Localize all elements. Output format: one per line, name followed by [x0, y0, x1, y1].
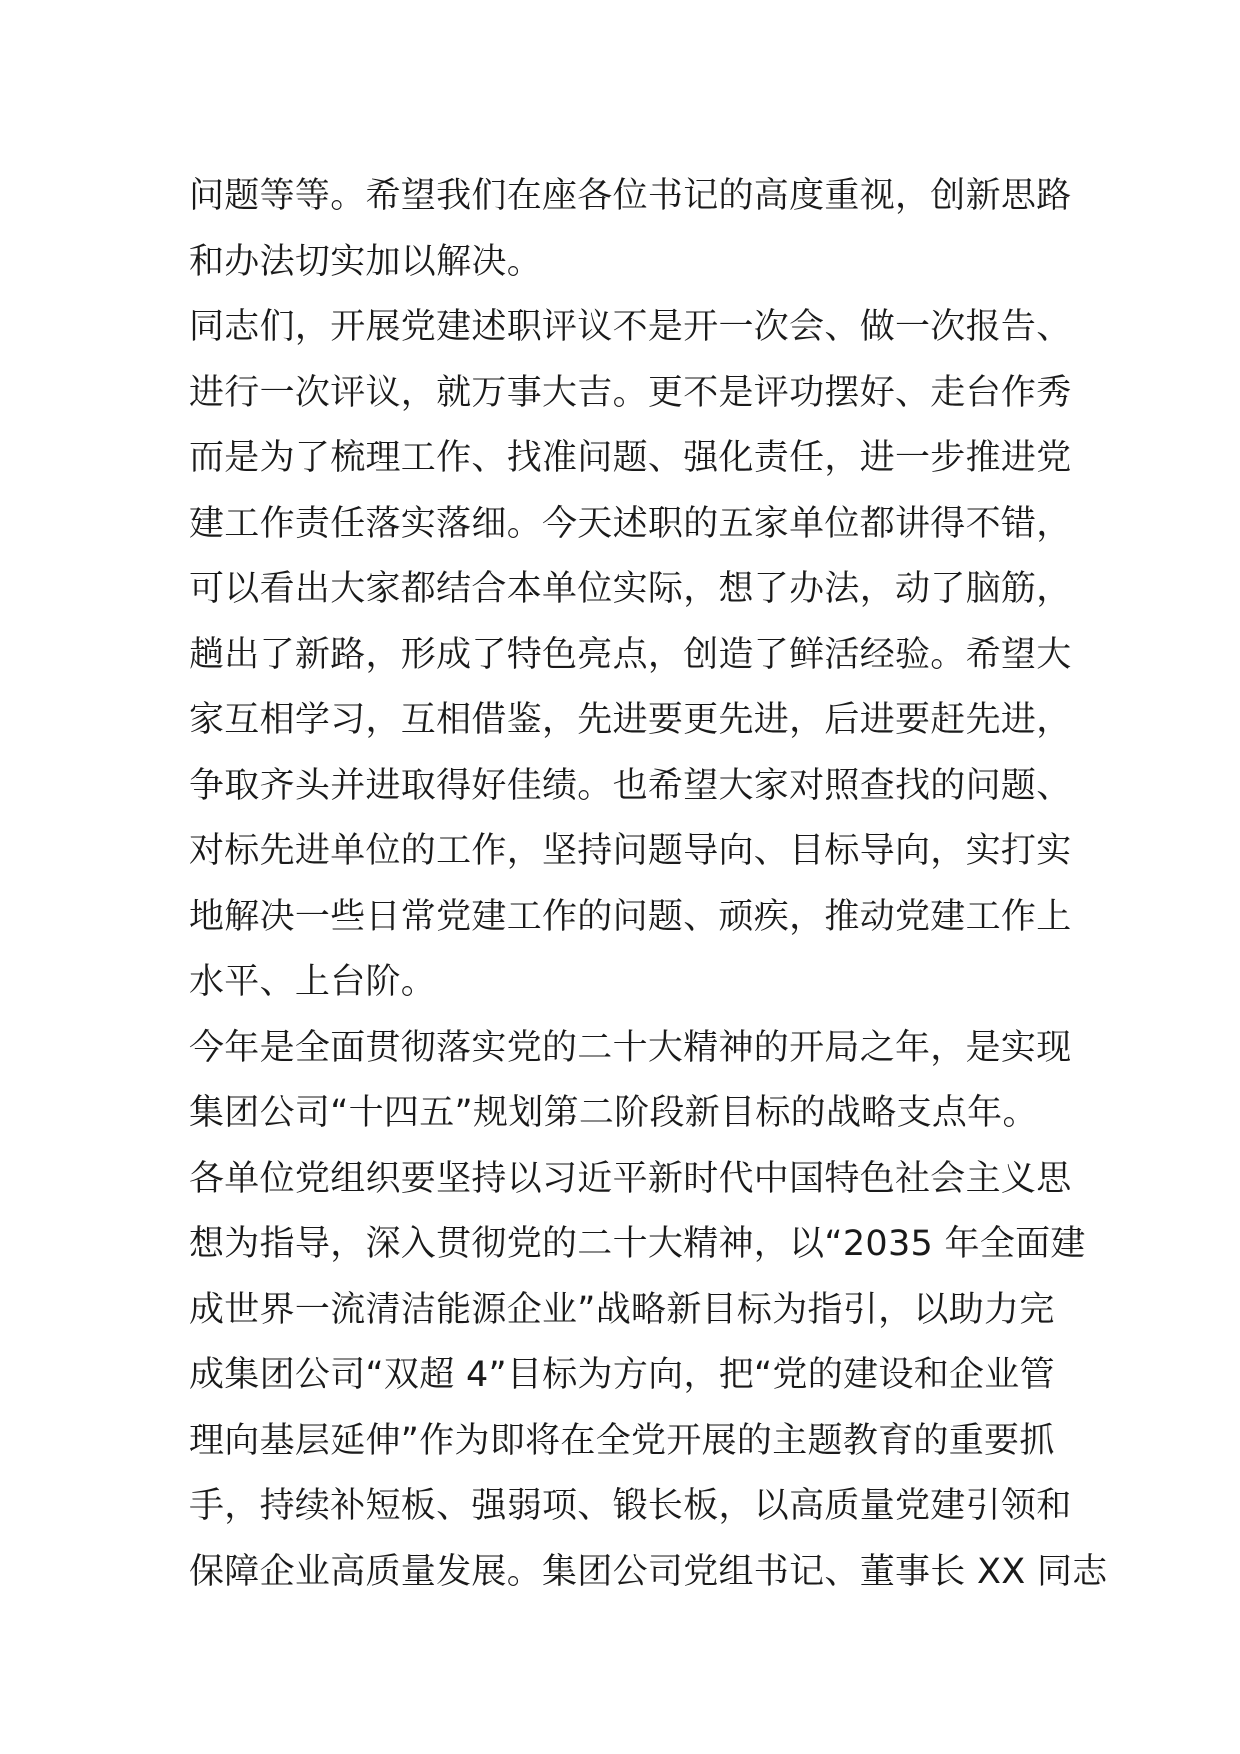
- text-line: 和办法切实加以解决。: [189, 241, 543, 282]
- text-line: 水平、上台阶。: [189, 962, 437, 1002]
- text-line: 建工作责任落实落细。今天述职的五家单位都讲得不错，: [189, 503, 1072, 544]
- text-line: 争取齐头并进取得好佳绩。也希望大家对照查找的问题、: [189, 765, 1072, 806]
- text-line: 保障企业高质量发展。集团公司党组书记、董事长 XX 同志: [189, 1551, 1108, 1592]
- text-line: 趟出了新路，形成了特色亮点，创造了鲜活经验。希望大: [189, 634, 1072, 675]
- text-line: 而是为了梳理工作、找准问题、强化责任，进一步推进党: [189, 438, 1072, 478]
- text-line: 对标先进单位的工作，坚持问题导向、目标导向，实打实: [189, 831, 1072, 871]
- text-line: 手，持续补短板、强弱项、锻长板，以高质量党建引领和: [189, 1486, 1072, 1526]
- text-line: 想为指导，深入贯彻党的二十大精神，以“2035 年全面建: [189, 1224, 1086, 1264]
- text-line: 成集团公司“双超 4”目标为方向，把“党的建设和企业管: [189, 1355, 1055, 1395]
- text-line: 家互相学习，互相借鉴，先进要更先进，后进要赶先进，: [189, 700, 1072, 740]
- text-line: 问题等等。希望我们在座各位书记的高度重视，创新思路: [189, 176, 1072, 216]
- text-line: 同志们，开展党建述职评议不是开一次会、做一次报告、: [189, 307, 1072, 347]
- text-line: 地解决一些日常党建工作的问题、顽疾，推动党建工作上: [189, 896, 1072, 937]
- body-text: [189, 164, 1108, 1605]
- text-line: 集团公司“十四五”规划第二阶段新目标的战略支点年。: [189, 1093, 1038, 1133]
- text-line: 成世界一流清洁能源企业”战略新目标为指引，以助力完: [189, 1289, 1055, 1330]
- text-line: 进行一次评议，就万事大吉。更不是评功摆好、走台作秀: [189, 372, 1072, 413]
- text-line: 今年是全面贯彻落实党的二十大精神的开局之年，是实现: [189, 1027, 1072, 1068]
- text-line: 可以看出大家都结合本单位实际，想了办法，动了脑筋，: [189, 569, 1072, 609]
- text-line: 各单位党组织要坚持以习近平新时代中国特色社会主义思: [189, 1158, 1072, 1199]
- text-line: 理向基层延伸”作为即将在全党开展的主题教育的重要抓: [189, 1420, 1055, 1461]
